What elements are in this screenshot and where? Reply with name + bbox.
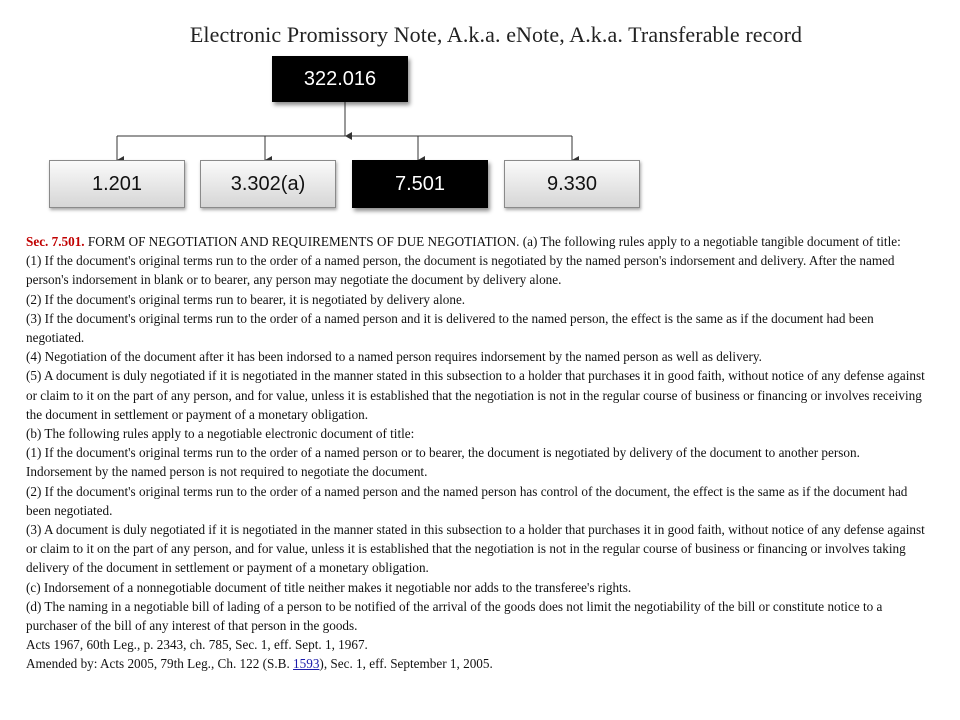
child-node-3-302a[interactable]: 3.302(a): [200, 160, 336, 208]
paragraph-b: (b) The following rules apply to a negotiable electronic document of title:: [26, 426, 415, 442]
section-heading-text: FORM OF NEGOTIATION AND REQUIREMENTS OF DUE NEGOTIATION. (a) The following rules apply to a negotiable tangible document of title:: [84, 234, 901, 249]
paragraph-c: (c) Indorsement of a nonnegotiable document of title neither makes it negotiable nor adds to the transferee's rights.: [26, 579, 632, 595]
child-node-1-201[interactable]: 1.201: [49, 160, 185, 208]
amendment-note: [26, 654, 926, 673]
child-node-9-330[interactable]: 9.330: [504, 160, 640, 208]
section-reference: Sec. 7.501.: [26, 234, 85, 249]
section-heading: [26, 232, 926, 251]
amendment-prefix: Amended by: Acts 2005, 79th Leg., Ch. 122 (S.B.: [26, 656, 294, 672]
paragraph-a1: (1) If the document's original terms run to the order of a named person, the document is negotiated by the named person's indorsement and delivery. After the named person's indorsement in blank or to bearer, any person may negotiate the document by delivery alone.: [26, 253, 895, 288]
paragraph-d: (d) The naming in a negotiable bill of lading of a person to be notified of the arrival of the goods does not limit the negotiability of the bill or constitute notice to a purchaser of the bill of any interest of that person in the goods.: [26, 598, 883, 634]
paragraph-a5: (5) A document is duly negotiated if it is negotiated in the manner stated in this subsection to a holder that purchases it in good faith, without notice of any defense against or claim to it on the part of any person, and for value, unless it is established that the negotiation is not in the regular course of business or financing or involves receiving the document in settlement or payment of a monetary obligation.: [26, 368, 925, 422]
amendment-suffix: ), Sec. 1, eff. September 1, 2005.: [319, 656, 493, 672]
paragraph-a3: (3) If the document's original terms run to the order of a named person and it is delivered to the named person, the effect is the same as if the document had been negotiated.: [26, 310, 874, 346]
root-node-322-016[interactable]: 322.016: [272, 56, 408, 102]
paragraph-a4: (4) Negotiation of the document after it has been indorsed to a named person requires indorsement by the named person as well as delivery.: [26, 349, 762, 365]
history-note: Acts 1967, 60th Leg., p. 2343, ch. 785, Sec. 1, eff. Sept. 1, 1967.: [26, 637, 368, 653]
diagram-title: Electronic Promissory Note, A.k.a. eNote, A.k.a. Transferable record: [189, 22, 803, 47]
paragraph-a2: (2) If the document's original terms run to bearer, it is negotiated by delivery alone.: [26, 291, 466, 307]
senate-bill-link[interactable]: 1593: [293, 656, 320, 672]
statute-text: [26, 232, 926, 674]
paragraph-b1: (1) If the document's original terms run to the order of a named person or to bearer, the document is negotiated by delivery of the document to another person. Indorsement by the named person is not required to negotiate the document.: [26, 445, 860, 480]
child-node-7-501[interactable]: 7.501: [352, 160, 488, 208]
paragraph-b2: (2) If the document's original terms run to the order of a named person and the named person has control of the document, the effect is the same as if the document had been negotiated.: [26, 483, 908, 518]
paragraph-b3: (3) A document is duly negotiated if it is negotiated in the manner stated in this subsection to a holder that purchases it in good faith, without notice of any defense against or claim to it on the part of any person, and for value, unless it is established that the negotiation is not in the regular course of business or financing or involves taking delivery of the document in settlement or payment of a monetary obligation.: [26, 522, 925, 576]
